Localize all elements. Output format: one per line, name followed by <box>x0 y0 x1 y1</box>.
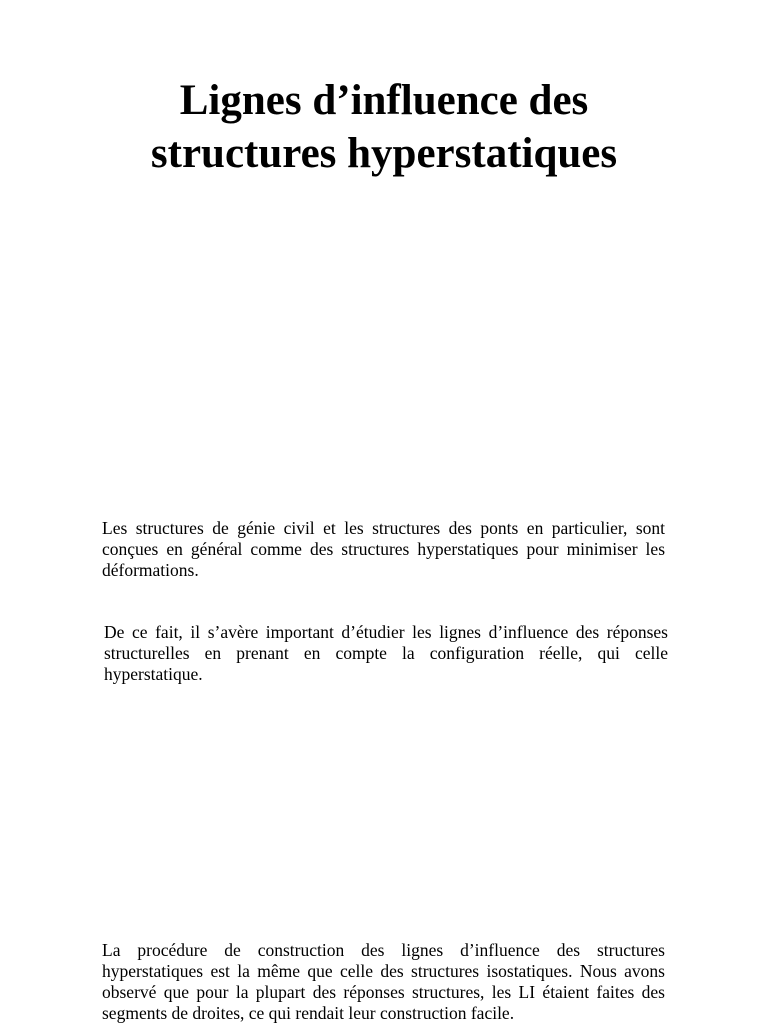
title-line-2: structures hyperstatiques <box>150 130 618 177</box>
intro-paragraph: Les structures de génie civil et les structures des ponts en particulier, sont conçues en général comme des structures hyperstatiques pour minimiser les déformations. <box>102 518 665 580</box>
title-line-1: Lignes d’influence des <box>179 77 589 124</box>
procedure-paragraph: La procédure de construction des lignes d’influence des structures hyperstatiques est la même que celle des structures isostatiques. Nous avons observé que pour la plupart des réponses structures, les LI étaient faites des segments de droites, ce qui rendait leur construction facile. <box>102 940 665 1023</box>
page-title <box>0 74 768 180</box>
importance-paragraph: De ce fait, il s’avère important d’étudier les lignes d’influence des réponses structurelles en prenant en compte la configuration réelle, qui celle hyperstatique. <box>104 622 668 684</box>
